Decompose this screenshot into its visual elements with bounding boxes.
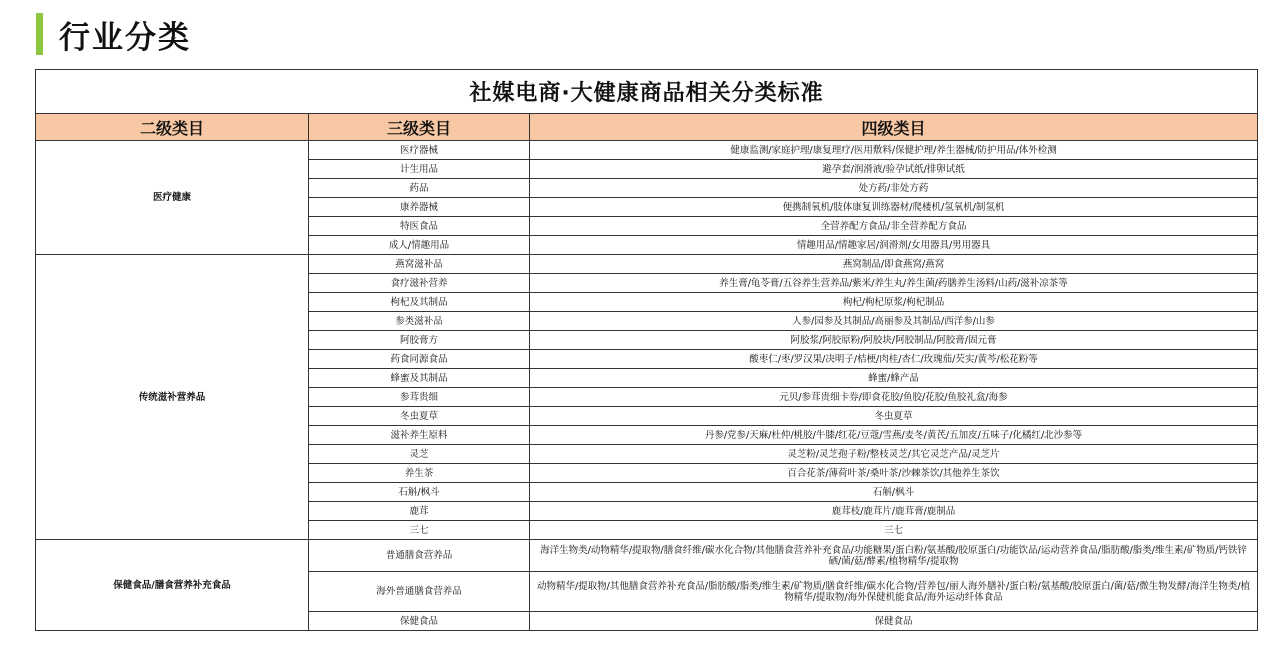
level3-cell: 石斛/枫斗 (309, 483, 530, 502)
level3-cell: 滋补养生原料 (309, 426, 530, 445)
level3-cell: 保健食品 (309, 612, 530, 631)
level3-cell: 蜂蜜及其制品 (309, 369, 530, 388)
page-header (36, 12, 191, 56)
level3-cell: 鹿茸 (309, 502, 530, 521)
page-title: 行业分类 (59, 19, 191, 56)
category-level2-traditional: 传统滋补营养品 (36, 255, 309, 540)
level3-cell: 冬虫夏草 (309, 407, 530, 426)
level4-cell: 情趣用品/情趣家居/润滑剂/女用器具/男用器具 (530, 236, 1258, 255)
level4-cell: 灵芝粉/灵芝孢子粉/整枝灵芝/其它灵芝产品/灵芝片 (530, 445, 1258, 464)
level4-cell: 百合花茶/薄荷叶茶/桑叶茶/沙棘茶饮/其他养生茶饮 (530, 464, 1258, 483)
level4-cell: 避孕套/润滑液/验孕试纸/排卵试纸 (530, 160, 1258, 179)
level3-cell: 医疗器械 (309, 141, 530, 160)
level4-cell: 燕窝制品/即食燕窝/燕窝 (530, 255, 1258, 274)
level3-cell: 三七 (309, 521, 530, 540)
level3-cell: 康养器械 (309, 198, 530, 217)
level3-cell: 药食同源食品 (309, 350, 530, 369)
level4-cell: 三七 (530, 521, 1258, 540)
level3-cell: 食疗滋补营养 (309, 274, 530, 293)
level4-cell: 海洋生物类/动物精华/提取物/膳食纤维/碳水化合物/其他膳食营养补充食品/功能糖果/蛋白粉/氨基酸/胶原蛋白/功能饮品/运动营养食品/脂肪酸/脂类/维生素/矿物质/钙铁锌硒/菌/菇/酵素/植物精华/提取物 (530, 540, 1258, 572)
level3-cell: 海外普通膳食营养品 (309, 572, 530, 612)
header-level2: 二级类目 (36, 114, 309, 141)
level4-cell: 处方药/非处方药 (530, 179, 1258, 198)
level4-cell: 阿胶浆/阿胶原粉/阿胶块/阿胶制品/阿胶膏/固元膏 (530, 331, 1258, 350)
table-row (36, 141, 1258, 160)
category-table (35, 69, 1258, 631)
level3-cell: 燕窝滋补品 (309, 255, 530, 274)
level4-cell: 保健食品 (530, 612, 1258, 631)
level3-cell: 计生用品 (309, 160, 530, 179)
table-row (36, 255, 1258, 274)
level4-cell: 冬虫夏草 (530, 407, 1258, 426)
level3-cell: 药品 (309, 179, 530, 198)
header-level4: 四级类目 (530, 114, 1258, 141)
category-table-wrapper (35, 69, 1257, 631)
level3-cell: 养生茶 (309, 464, 530, 483)
category-level2-medical: 医疗健康 (36, 141, 309, 255)
level4-cell: 酸枣仁/枣/罗汉果/决明子/桔梗/肉桂/杏仁/玫瑰茄/芡实/黄芩/松花粉等 (530, 350, 1258, 369)
level4-cell: 全营养配方食品/非全营养配方食品 (530, 217, 1258, 236)
level3-cell: 成人/情趣用品 (309, 236, 530, 255)
category-level2-supplements: 保健食品/膳食营养补充食品 (36, 540, 309, 631)
level4-cell: 石斛/枫斗 (530, 483, 1258, 502)
level4-cell: 鹿茸枝/鹿茸片/鹿茸膏/鹿制品 (530, 502, 1258, 521)
level3-cell: 枸杞及其制品 (309, 293, 530, 312)
header-level3: 三级类目 (309, 114, 530, 141)
level4-cell: 健康监测/家庭护理/康复理疗/医用敷料/保健护理/养生器械/防护用品/体外检测 (530, 141, 1258, 160)
level3-cell: 普通膳食营养品 (309, 540, 530, 572)
level4-cell: 枸杞/枸杞原浆/枸杞制品 (530, 293, 1258, 312)
level3-cell: 参茸贵细 (309, 388, 530, 407)
level4-cell: 元贝/参茸贵细卡券/即食花胶/鱼胶/花胶/鱼胶礼盒/海参 (530, 388, 1258, 407)
table-row (36, 540, 1258, 572)
level4-cell: 人参/园参及其制品/高丽参及其制品/西洋参/山参 (530, 312, 1258, 331)
level4-cell: 动物精华/提取物/其他膳食营养补充食品/脂肪酸/脂类/维生素/矿物质/膳食纤维/碳水化合物/营养包/丽人海外膳补/蛋白粉/氨基酸/胶原蛋白/菌/菇/微生物发酵/海洋生物类/植物精华/提取物/海外保健机能食品/海外运动纤体食品 (530, 572, 1258, 612)
level3-cell: 特医食品 (309, 217, 530, 236)
accent-bar (36, 13, 43, 55)
table-title: 社媒电商·大健康商品相关分类标准 (36, 70, 1258, 114)
level4-cell: 便携制氧机/肢体康复训练器材/爬楼机/氢氧机/制氢机 (530, 198, 1258, 217)
level3-cell: 阿胶膏方 (309, 331, 530, 350)
level3-cell: 灵芝 (309, 445, 530, 464)
level3-cell: 参类滋补品 (309, 312, 530, 331)
level4-cell: 丹参/党参/天麻/杜仲/桃胶/牛膝/红花/豆蔻/雪燕/麦冬/黄芪/五加皮/五味子/化橘红/北沙参等 (530, 426, 1258, 445)
level4-cell: 蜂蜜/蜂产品 (530, 369, 1258, 388)
level4-cell: 养生膏/龟苓膏/五谷养生营养品/紫米/养生丸/养生菌/药膳养生汤料/山药/滋补凉茶等 (530, 274, 1258, 293)
